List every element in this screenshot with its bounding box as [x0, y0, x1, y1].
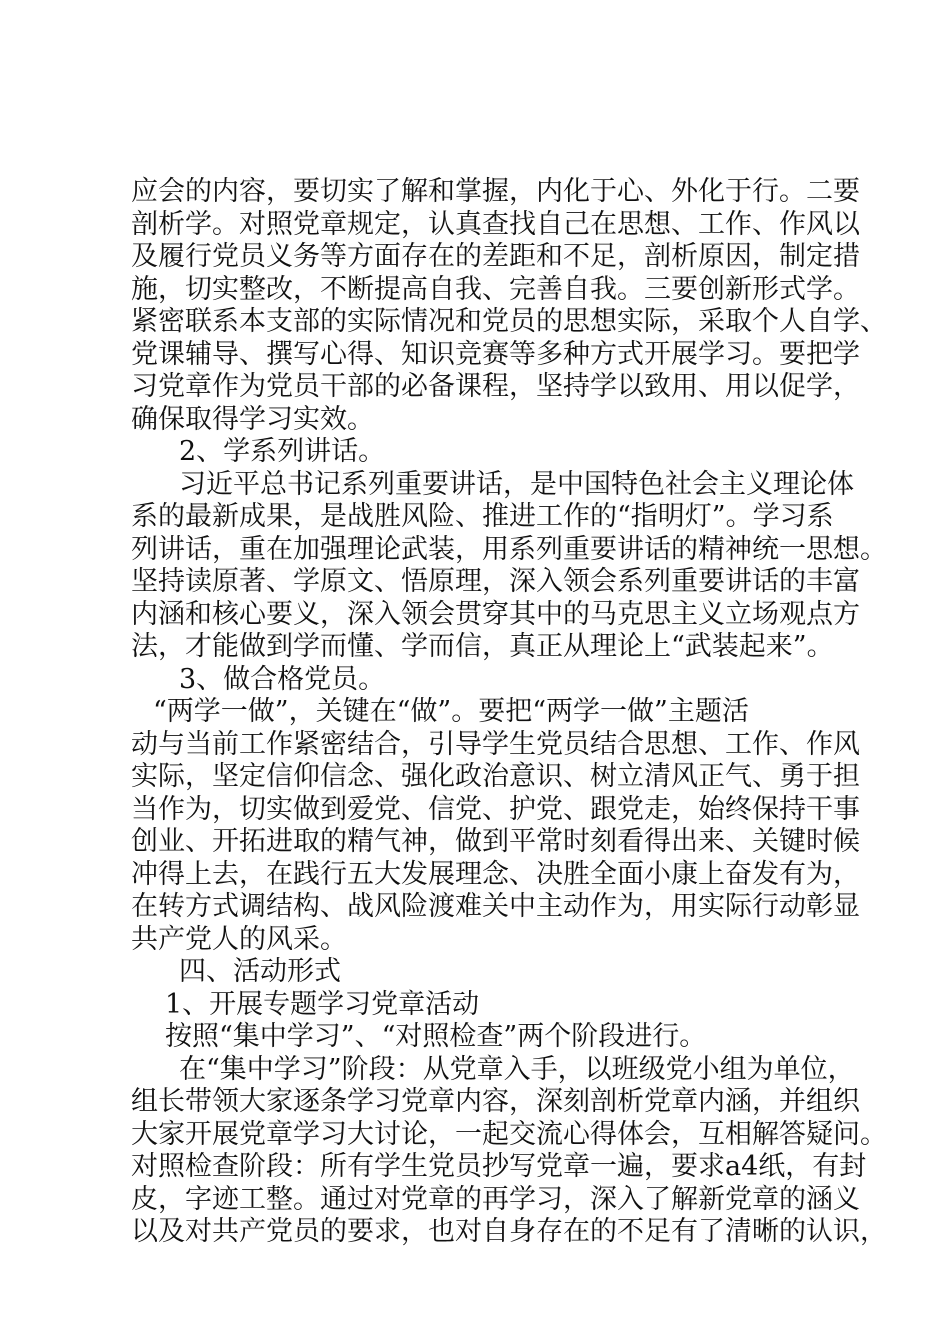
- paragraph-line: 坚持读原著、学原文、悟原理，深入领会系列重要讲话的丰富: [131, 566, 860, 597]
- paragraph-line: 皮，字迹工整。通过对党章的再学习，深入了解新党章的涵义: [131, 1183, 860, 1215]
- paragraph-line: 以及对共产党员的要求，也对自身存在的不足有了清晰的认识，: [131, 1216, 887, 1247]
- paragraph-line: 法，才能做到学而懂、学而信，真正从理论上“武装起来”。: [131, 631, 834, 662]
- section-heading: 2、学系列讲话。: [179, 436, 386, 467]
- paragraph-line: 共产党人的风采。: [131, 923, 347, 955]
- paragraph-line: 大家开展党章学习大讨论，一起交流心得体会，互相解答疑问。: [131, 1118, 887, 1150]
- document-body: [131, 176, 887, 1249]
- paragraph-line: 实际，坚定信仰信念、强化政治意识、树立清风正气、勇于担: [131, 761, 860, 792]
- paragraph-line: 创业、开拓进取的精气神，做到平常时刻看得出来、关键时候: [131, 826, 860, 857]
- paragraph-line: 对照检查阶段：所有学生党员抄写党章一遍，要求a4纸，有封: [131, 1151, 867, 1182]
- paragraph-line: 动与当前工作紧密结合，引导学生党员结合思想、工作、作风: [131, 728, 860, 760]
- paragraph-line: 党课辅导、撰写心得、知识竞赛等多种方式开展学习。要把学: [131, 338, 860, 370]
- paragraph-line: 剖析学。对照党章规定，认真查找自己在思想、工作、作风以: [131, 208, 860, 240]
- paragraph-line: 系的最新成果，是战胜风险、推进工作的“指明灯”。学习系: [131, 501, 834, 532]
- paragraph-line: 紧密联系本支部的实际情况和党员的思想实际，采取个人自学、: [131, 306, 887, 337]
- section-heading: 3、做合格党员。: [179, 663, 386, 695]
- paragraph-line: 及履行党员义务等方面存在的差距和不足，剖析原因，制定措: [131, 241, 860, 272]
- paragraph-line: 在“集中学习”阶段：从党章入手，以班级党小组为单位，: [179, 1053, 855, 1085]
- paragraph-line: 当作为，切实做到爱党、信党、护党、跟党走，始终保持干事: [131, 793, 860, 825]
- paragraph-line: 确保取得学习实效。: [131, 403, 374, 435]
- paragraph-line: 列讲话，重在加强理论武装，用系列重要讲话的精神统一思想。: [131, 533, 887, 565]
- section-heading: 四、活动形式: [179, 956, 341, 987]
- paragraph-line: 按照“集中学习”、“对照检查”两个阶段进行。: [165, 1021, 707, 1052]
- paragraph-line: 应会的内容，要切实了解和掌握，内化于心、外化于行。二要: [131, 176, 860, 207]
- paragraph-line: “两学一做”，关键在“做”。要把“两学一做”主题活: [153, 696, 749, 727]
- paragraph-line: 习党章作为党员干部的必备课程，坚持学以致用、用以促学，: [131, 371, 860, 402]
- paragraph-line: 习近平总书记系列重要讲话，是中国特色社会主义理论体: [179, 468, 854, 500]
- section-heading: 1、开展专题学习党章活动: [165, 988, 480, 1020]
- paragraph-line: 内涵和核心要义，深入领会贯穿其中的马克思主义立场观点方: [131, 598, 860, 630]
- paragraph-line: 组长带领大家逐条学习党章内容，深刻剖析党章内涵，并组织: [131, 1086, 860, 1117]
- paragraph-line: 在转方式调结构、战风险渡难关中主动作为，用实际行动彰显: [131, 891, 860, 922]
- paragraph-line: 施，切实整改，不断提高自我、完善自我。三要创新形式学。: [131, 273, 860, 305]
- paragraph-line: 冲得上去，在践行五大发展理念、决胜全面小康上奋发有为，: [131, 858, 860, 890]
